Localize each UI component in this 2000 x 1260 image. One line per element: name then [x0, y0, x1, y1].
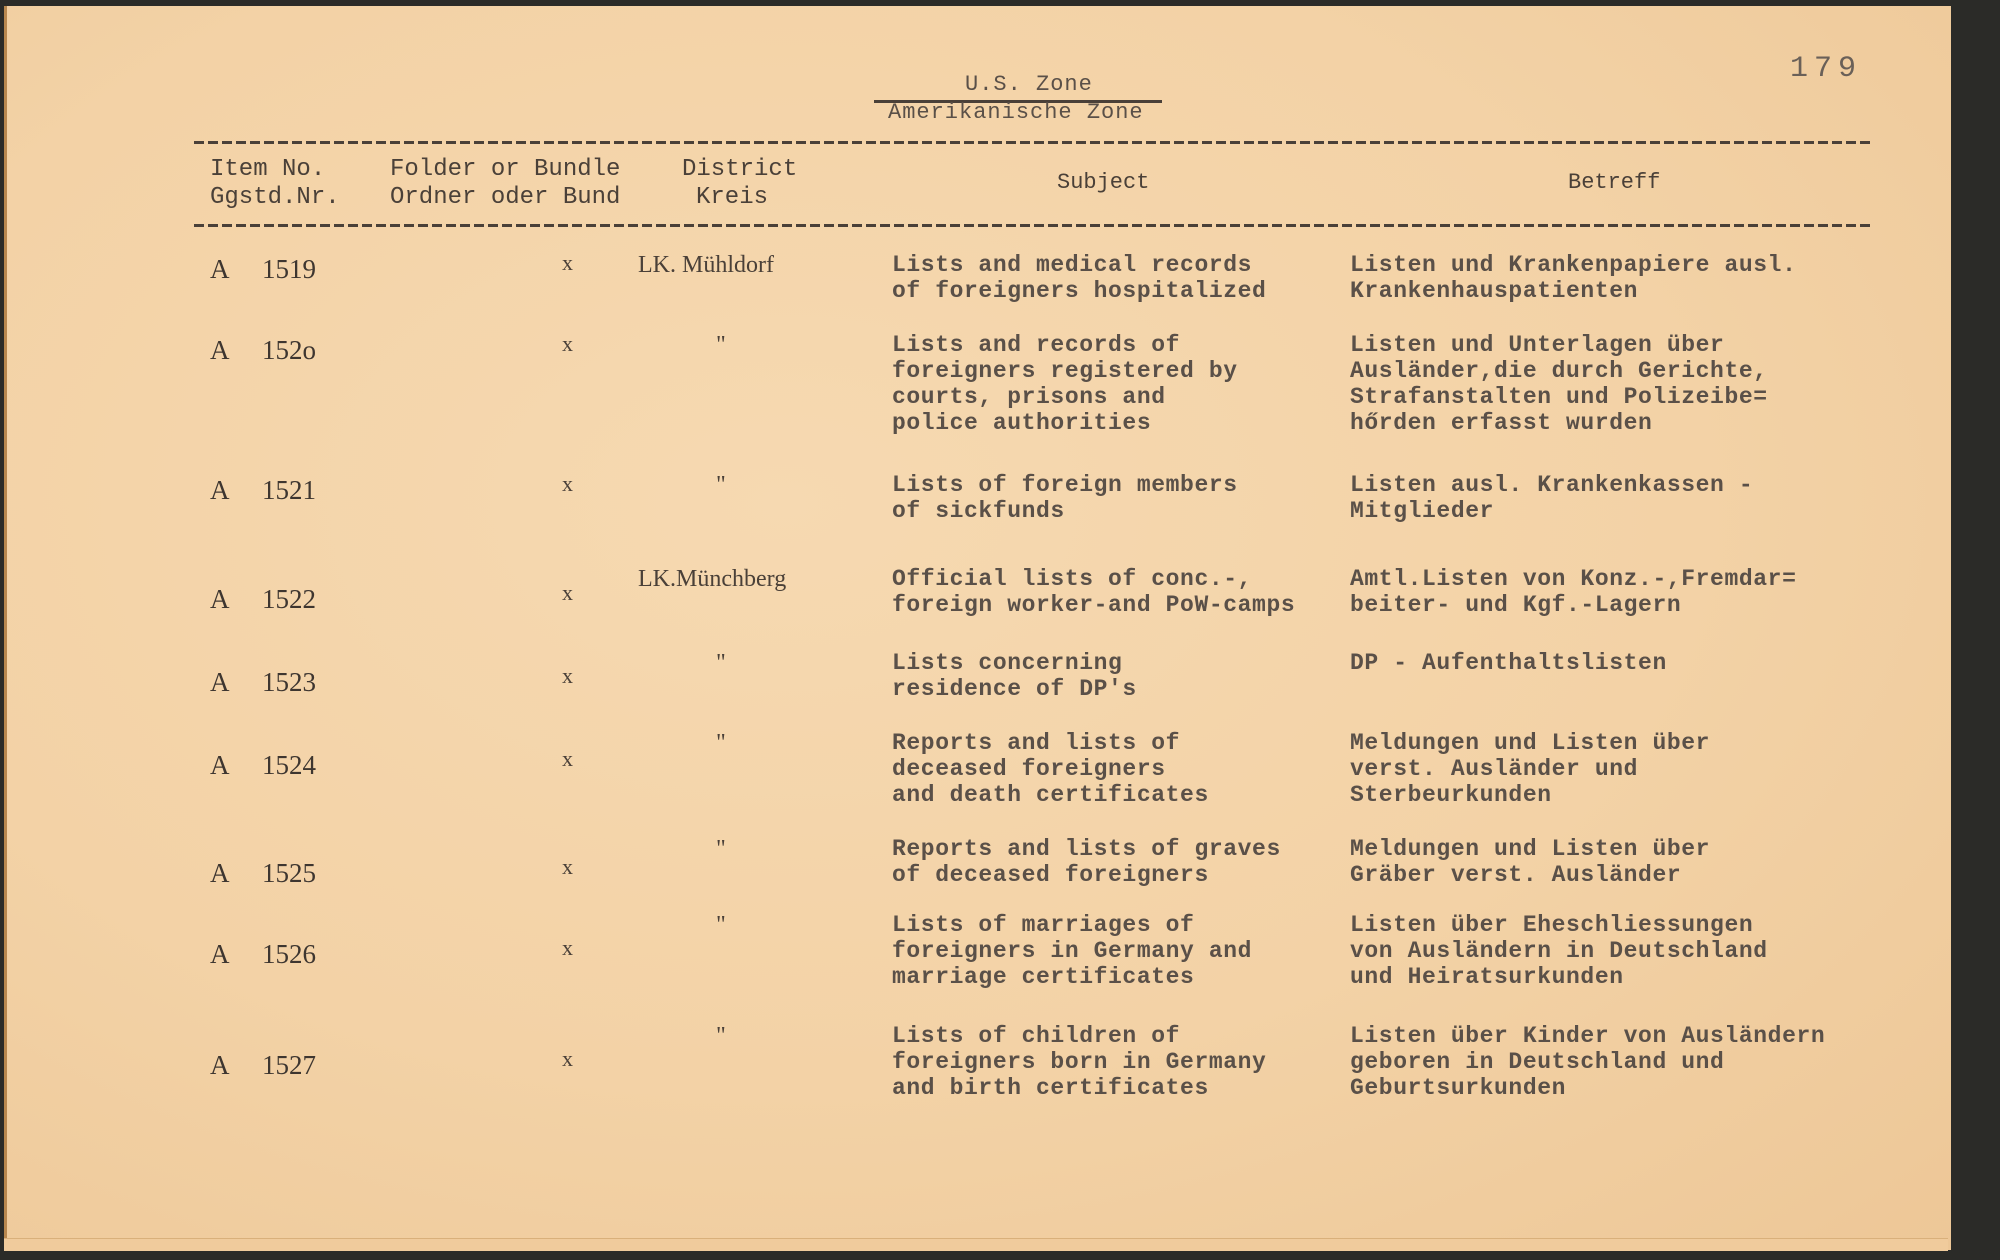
folder-mark: x	[562, 250, 573, 275]
item-prefix: A	[210, 335, 230, 365]
subject-cell: Reports and lists of deceased foreigners and death certificates	[892, 730, 1209, 808]
district-cell: "	[716, 912, 726, 938]
header-betreff: Betreff	[1568, 170, 1661, 195]
subject-cell: Official lists of conc.-, foreign worker-and PoW-camps	[892, 566, 1296, 618]
subject-cell: Lists concerning residence of DP's	[892, 650, 1137, 702]
header-folder: Folder or Bundle Ordner oder Bund	[390, 156, 621, 211]
item-number: 1524	[262, 750, 316, 780]
folder-mark: x	[562, 471, 573, 496]
district-cell: LK.Münchberg	[638, 566, 787, 592]
header-district: District Kreis	[682, 156, 798, 211]
item-prefix: A	[210, 1050, 230, 1080]
item-prefix: A	[210, 939, 230, 969]
item-number: 1527	[262, 1050, 316, 1080]
item-number: 1525	[262, 858, 316, 888]
subject-cell: Lists and records of foreigners registered by courts, prisons and police authorities	[892, 332, 1238, 436]
folder-mark: x	[562, 331, 573, 356]
item-prefix: A	[210, 254, 230, 284]
item-prefix: A	[210, 667, 230, 697]
zone-subtitle: Amerikanische Zone	[888, 100, 1144, 125]
item-prefix: A	[210, 750, 230, 780]
item-number: 1519	[262, 254, 316, 284]
betreff-cell: Listen und Krankenpapiere ausl. Krankenhauspatienten	[1350, 252, 1797, 304]
betreff-cell: Listen und Unterlagen über Ausländer,die durch Gerichte, Strafanstalten und Polizeibe= hőrden erfasst wurden	[1350, 332, 1768, 436]
subject-cell: Lists and medical records of foreigners hospitalized	[892, 252, 1267, 304]
item-prefix: A	[210, 584, 230, 614]
subject-cell: Reports and lists of graves of deceased foreigners	[892, 836, 1281, 888]
folder-mark: x	[562, 854, 573, 879]
header-subject: Subject	[1057, 170, 1150, 195]
folder-mark: x	[562, 663, 573, 688]
subject-cell: Lists of children of foreigners born in Germany and birth certificates	[892, 1023, 1267, 1101]
district-cell: "	[716, 472, 726, 498]
zone-title: U.S. Zone	[965, 72, 1093, 97]
district-cell: "	[716, 730, 726, 756]
district-cell: "	[716, 836, 726, 862]
folder-mark: x	[562, 1046, 573, 1071]
betreff-cell: Listen über Kinder von Ausländern geboren in Deutschland und Geburtsurkunden	[1350, 1023, 1826, 1101]
subject-cell: Lists of marriages of foreigners in Germany and marriage certificates	[892, 912, 1253, 990]
header-bottom-rule	[194, 224, 1870, 227]
betreff-cell: Amtl.Listen von Konz.-,Fremdar= beiter- und Kgf.-Lagern	[1350, 566, 1797, 618]
item-number: 1522	[262, 584, 316, 614]
district-cell: LK. Mühldorf	[638, 252, 774, 278]
betreff-cell: Listen über Eheschliessungen von Ausländern in Deutschland und Heiratsurkunden	[1350, 912, 1768, 990]
item-number: 1523	[262, 667, 316, 697]
folder-mark: x	[562, 935, 573, 960]
page-edge	[4, 1238, 1948, 1251]
folder-mark: x	[562, 580, 573, 605]
betreff-cell: Meldungen und Listen über Gräber verst. Ausländer	[1350, 836, 1711, 888]
item-number: 152o	[262, 335, 316, 365]
district-cell: "	[716, 650, 726, 676]
item-number: 1521	[262, 475, 316, 505]
betreff-cell: Listen ausl. Krankenkassen - Mitglieder	[1350, 472, 1754, 524]
betreff-cell: DP - Aufenthaltslisten	[1350, 650, 1667, 676]
page-number: 179	[1790, 52, 1863, 86]
item-prefix: A	[210, 475, 230, 505]
header-item: Item No. Ggstd.Nr.	[210, 156, 340, 211]
item-prefix: A	[210, 858, 230, 888]
folder-mark: x	[562, 746, 573, 771]
district-cell: "	[716, 1023, 726, 1049]
item-number: 1526	[262, 939, 316, 969]
subject-cell: Lists of foreign members of sickfunds	[892, 472, 1238, 524]
betreff-cell: Meldungen und Listen über verst. Ausländer und Sterbeurkunden	[1350, 730, 1711, 808]
header-top-rule	[194, 141, 1870, 144]
district-cell: "	[716, 332, 726, 358]
